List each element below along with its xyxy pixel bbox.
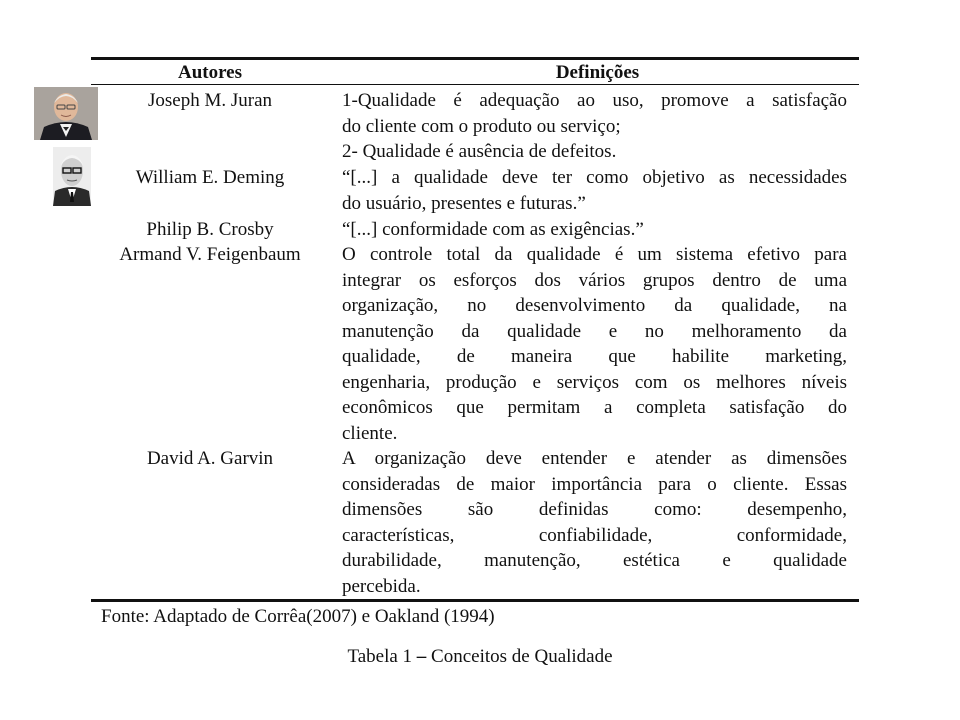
definition-line: O controle total da qualidade é um sistema efetivo para — [342, 244, 847, 265]
table-bottom-rule — [91, 599, 859, 602]
author-name: David A. Garvin — [146, 448, 274, 469]
definition-line: integrar os esforços dos vários grupos dentro de uma — [342, 269, 847, 291]
author-name: Armand V. Feigenbaum — [119, 244, 301, 265]
caption-prefix: Tabela 1 — [347, 646, 417, 667]
source-note: Fonte: Adaptado de Corrêa(2007) e Oakland (1994) — [101, 606, 495, 627]
author-name: Philip B. Crosby — [146, 219, 274, 240]
definition-line: do cliente com o produto ou serviço; — [342, 115, 621, 137]
definition-line: “[...] a qualidade deve ter como objetivo as necessidades — [342, 167, 847, 188]
definition-line: durabilidade, manutenção, estética e qualidade — [342, 550, 847, 571]
definition-line: qualidade, de maneira que habilite marketing, — [342, 346, 847, 367]
definition-line: do usuário, presentes e futuras.” — [342, 192, 586, 214]
definition-text — [342, 88, 847, 165]
header-definitions: Definições — [555, 62, 640, 83]
definition-line: “[...] conformidade com as exigências.” — [342, 219, 644, 240]
table-caption — [0, 645, 960, 669]
caption-rest: Conceitos de Qualidade — [426, 646, 613, 667]
definition-line: A organização deve entender e atender as dimensões — [342, 448, 847, 469]
table-header-rule — [91, 84, 859, 85]
table-top-rule — [91, 57, 859, 60]
definition-line: 1-Qualidade é adequação ao uso, promove a satisfação — [342, 90, 847, 111]
definition-line: cliente. — [342, 422, 398, 444]
portrait-photo-juran — [34, 87, 98, 140]
definition-text — [342, 242, 847, 446]
definition-line: percebida. — [342, 575, 421, 597]
author-name: William E. Deming — [135, 167, 285, 188]
definition-line: dimensões são definidas como: desempenho, — [342, 499, 847, 520]
definition-line: manutenção da qualidade e no melhoramento da — [342, 320, 847, 342]
juran-portrait-drawing — [34, 87, 98, 140]
definition-line: engenharia, produção e serviços com os melhores níveis — [342, 371, 847, 393]
definition-text — [342, 165, 847, 216]
definition-line: 2- Qualidade é ausência de defeitos. — [342, 141, 617, 162]
author-name: Joseph M. Juran — [147, 90, 273, 111]
definition-line: organização, no desenvolvimento da qualidade, na — [342, 295, 847, 316]
deming-portrait-drawing — [53, 147, 91, 206]
definition-line: consideradas de maior importância para o cliente. Essas — [342, 473, 847, 495]
caption-dash: – — [416, 646, 427, 667]
portrait-photo-deming — [53, 147, 91, 206]
header-authors: Autores — [177, 62, 243, 83]
definition-line: econômicos que permitam a completa satisfação do — [342, 397, 847, 418]
definition-line: características, confiabilidade, conformidade, — [342, 524, 847, 546]
definition-text — [342, 446, 847, 599]
definition-text — [342, 217, 847, 243]
